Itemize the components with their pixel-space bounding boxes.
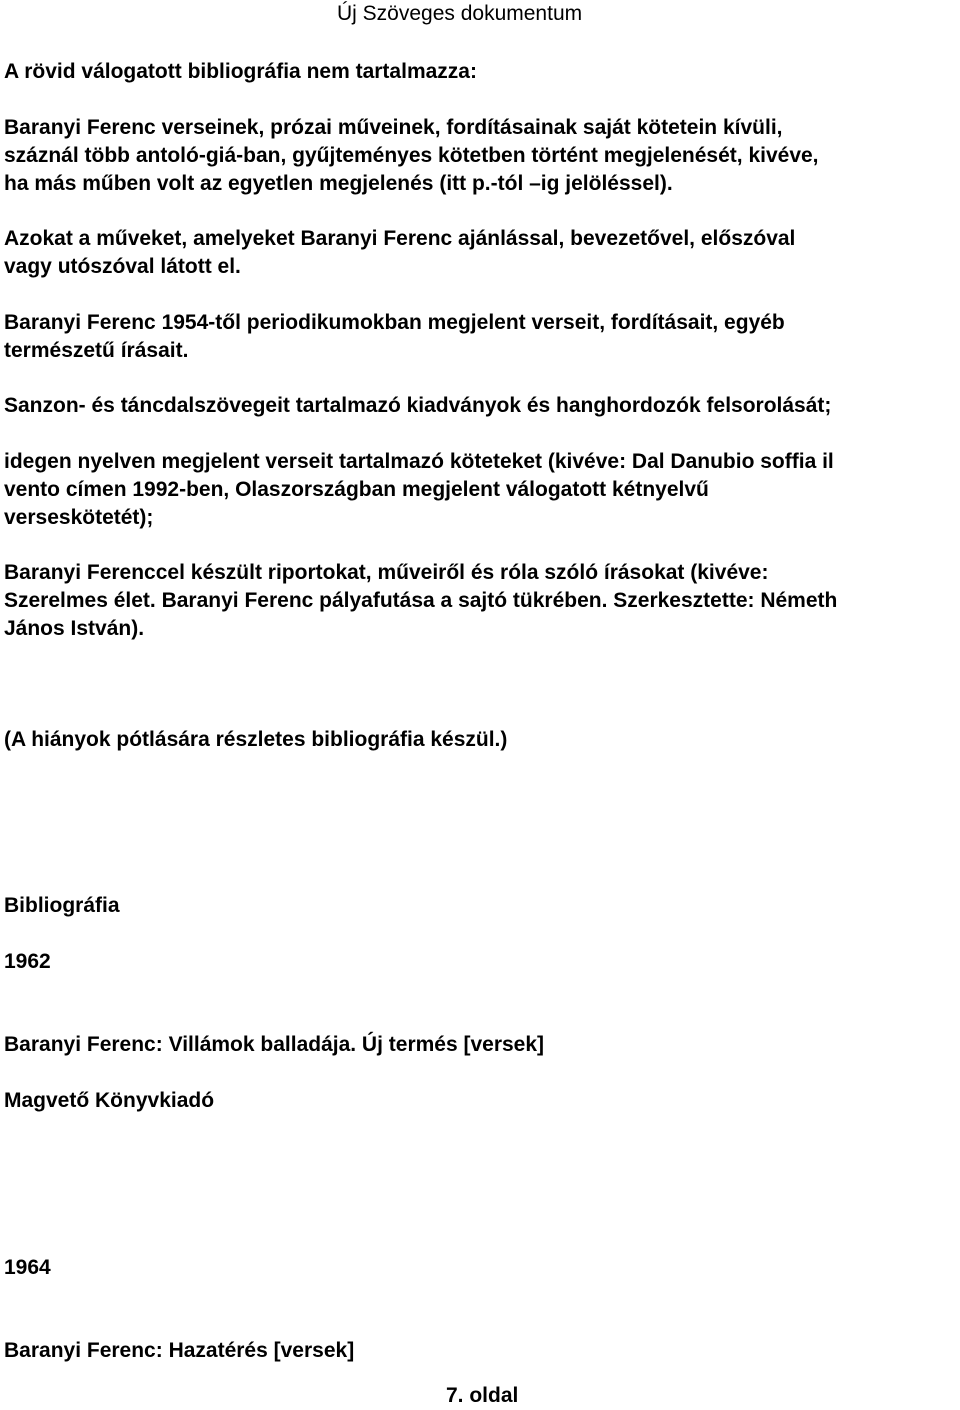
paragraph-line: vagy utószóval látott el. xyxy=(4,255,241,278)
bibliography-note: (A hiányok pótlására részletes bibliográfia készül.) xyxy=(4,728,508,751)
paragraph-line: Baranyi Ferenc verseinek, prózai műveinek, fordításainak saját kötetein kívüli, xyxy=(4,116,783,139)
paragraph-line: János István). xyxy=(4,617,145,640)
paragraph-line: idegen nyelven megjelent verseit tartalmazó köteteket (kivéve: Dal Danubio soffia il xyxy=(4,450,834,473)
paragraph-line: Baranyi Ferenc 1954-től periodikumokban megjelent verseit, fordításait, egyéb xyxy=(4,311,785,334)
entry-work: Baranyi Ferenc: Villámok balladája. Új termés [versek] xyxy=(4,1033,545,1056)
bibliography-heading: Bibliográfia xyxy=(4,894,120,917)
paragraph-line: Azokat a műveket, amelyeket Baranyi Ferenc ajánlással, bevezetővel, előszóval xyxy=(4,227,796,250)
document-title: Új Szöveges dokumentum xyxy=(337,2,583,25)
paragraph-line: verseskötetét); xyxy=(4,506,154,529)
entry-work: Baranyi Ferenc: Hazatérés [versek] xyxy=(4,1339,355,1362)
entry-publisher: Magvető Könyvkiadó xyxy=(4,1089,215,1112)
paragraph-line: Szerelmes élet. Baranyi Ferenc pályafutása a sajtó tükrében. Szerkesztette: Németh xyxy=(4,589,838,612)
paragraph-line: száznál több antoló-giá-ban, gyűjteményes kötetben történt megjelenését, kivéve, xyxy=(4,144,819,167)
paragraph-line: ha más műben volt az egyetlen megjelenés (itt p.-tól –ig jelöléssel). xyxy=(4,172,673,195)
paragraph-line: Sanzon- és táncdalszövegeit tartalmazó kiadványok és hanghordozók felsorolását; xyxy=(4,394,832,417)
paragraph-line: Baranyi Ferenccel készült riportokat, műveiről és róla szóló írásokat (kivéve: xyxy=(4,561,769,584)
entry-year: 1964 xyxy=(4,1256,51,1279)
paragraph-line: vento címen 1992-ben, Olaszországban megjelent válogatott kétnyelvű xyxy=(4,478,709,501)
entry-year: 1962 xyxy=(4,950,51,973)
intro-text: A rövid válogatott bibliográfia nem tartalmazza: xyxy=(4,60,477,83)
paragraph-line: természetű írásait. xyxy=(4,339,189,362)
page-number: 7. oldal xyxy=(446,1384,519,1407)
